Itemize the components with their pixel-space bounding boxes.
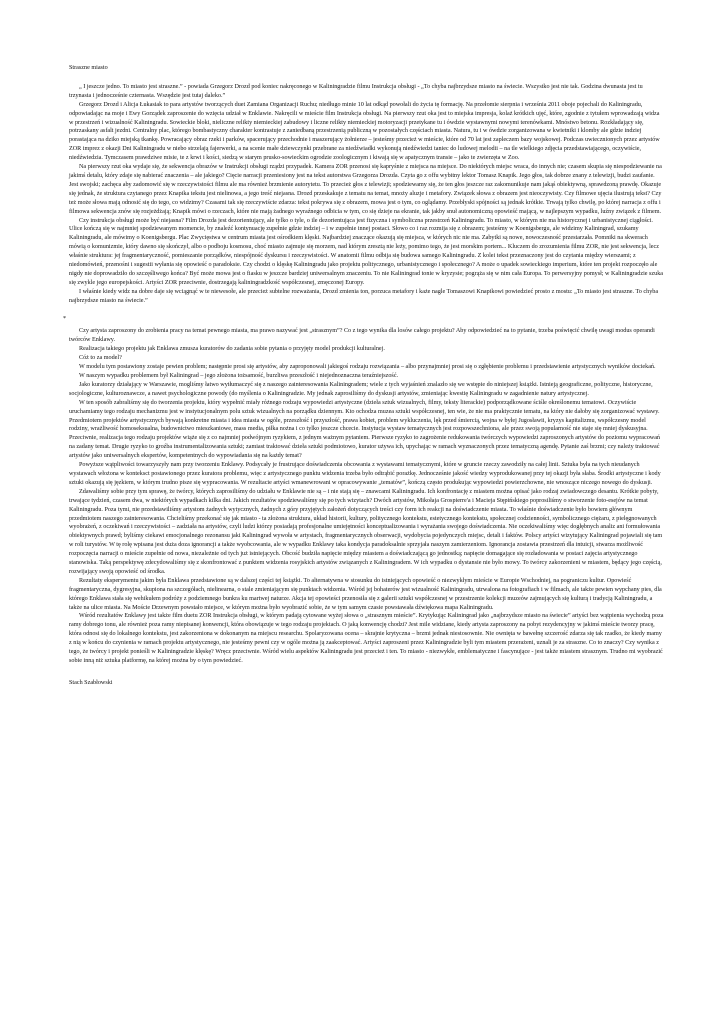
paragraph: Grzegorz Drozd i Alicja Łukasiak to para artystów tworzących duet Zamiana Organizacji Ruchu; niedługo minie 10 lat odkąd powołali do życia tę formację. Na przełomie sierpnia i września 2011 oboje pojechali do Kaliningradu, odpowiadając na moje i Ewy Gorządek zaproszenie do wzięcia udział w Enklawie. Nakręcili w mieście film Instrukcja obsługi. Na pierwszy rzut oka jest to miejska impresja, kolaż krótkich ujęć, które, zgodnie z tytułem wprowadzają widza w przestrzeń i wizualność Kaliningradu. Sowieckie bloki, nieliczne relikty niemieckiej zabudowy i liczne relikty niemieckiej motoryzacji przetykane tu i ówdzie wystawnymi nowymi terenówkami. Mnóstwo betonu. Rozkładający się, potrzaskany asfalt jezdni. Centralny plac, którego bombastyczny charakter kontrastuje z zaniedbaną przestrzenią publiczną w pozostałych częściach miasta. Natura, tu i w ówdzie zorganizowana w kwietniki i klomby ale gdzie indziej porastająca na dziko miejską tkankę. Powracający obraz rzeki i parków, spacerujący przechodnie i maszerujący żołnierze – jesteśmy przecież w mieście, które od 70 lat jest zapleczem bazy wojskowej. Podczas uwiecznionych przez artystów ZOR imprez z okazji Dni Kaliningradu w niebo strzelają fajerwerki, a na scenie małe dziewczynki przebrane za niedźwiadki wykonują niedźwiedzi taniec do ludowej melodii – na tle wielkiego zdjęcia przedstawiającego, oczywiście, niedźwiedzia. Tymczasem prawdziwe misie, te z krwi i kości, siedzą w starym prusko-sowieckim ogrodzie zoologicznym i kiwają się w apatycznym transie – jako te zwierzęta w Zoo. <box>69 101 660 162</box>
author-signature: Stach Szabłowski <box>69 679 113 686</box>
essay-part-1 <box>69 83 665 306</box>
paragraph: Czy artysta zaproszony do zrobienia pracy na temat pewnego miasta, ma prawo nazywać jest „strasznym”? Co z tego wynika dla losów całego projektu? Aby odpowiedzieć na to pytanie, trzeba poświęcić chwilę uwagi modus operandi twórców Enklawy. <box>69 328 655 344</box>
paragraph: Na pierwszy rzut oka wydaje się, że sekwencja obrazów w Instrukcji obsługi rządzi przypadek. Kamera ZOR przenosi się kapryśnie z miejsca na miejsce. Do niektórych miejsc wraca, do innych nie; czasem skupia się niespodziewanie na jakimś detalu, który zdaje się nabierać znaczenia – ale jakiego? Cięcie narracji przeniesiony jest na tekst autorstwa Grzegorza Drozda. Czyta go z offu wybitny lektor Tomasz Knapik. Jego głos, tak dobrze znany z telewizji, budzi zaufanie. Jest swojski; zachęca aby zadomowić się w rzeczywistości filmu ale ma również brzmienie autorytetu. To przecież głos z telewizji; spodziewamy się, że ten głos jeszcze raz zakomunikuje nam jakąś obiektywną, sprawdzoną prawdę. Okazuje się jednak, że struktura czytanego przez Knapika tekstu jest nielinowa, a jego treść niejasna. Drozd przeskakuje z tematu na temat, mnoży aluzje i metafory. Związek słowa z obrazem jest nieoczywisty. Czy filmowe ujęcia ilustrują tekst? Czy też może słowa mają odnosić się do tego, co widzimy? Czasami tak się rzeczywiście zdarza: tekst pokrywa się z obrazem, mowa jest o tym, co oglądamy. Przebłyski spójności są jednak krótkie. Trwają tylko chwilę, po której narracja z offu i filmowa sekwencja znów się rozjeżdżają; Knapik mówi o rzeczach, które nie mają żadnego wyraźnego odbicia w tym, co się dzieje na ekranie, tak jakby snuł autonomiczną opowieść mającą, w najlepszym wypadku, luźny związek z filmem. <box>69 164 662 215</box>
paragraph: Rezultaty eksperymentu jakim była Enklawa przedstawione są w dalszej części tej książki. To alternatywna w stosunku do istniejących opowieść o niezwykłym mieście w Europie Wschodniej, na pograniczu kultur. Opowieść fragmentaryczna, dygresyjna, skupiona na szczegółach, nielinearna, o stale zmieniającym się punktach widzenia. Wśród jej bohaterów jest wizualność Kaliningradu, utrwalona na fotografiach i w filmach, ale także pewien wypchany pies, dla którego Enklawa stała się wehikułem podróży z podziemnego bunkra ku martwej naturze. Akcja tej opowieści przenosiła się z galerii sztuki współczesnej w przestrzenie kolekcji muzeów zajmujących się kulturą i tradycją Kaliningradu, a także na ulice miasta. Na Moście Drzewnym powstało miejsce, w którym można było wyobrazić sobie, że w tym samym czasie powstawała dźwiękowa mapa Kaliningradu. <box>69 577 662 611</box>
paragraph: I właśnie kiedy widz na dobre daje się wciągnąć w te niewesołe, ale przecież subtelne rozważania, Drozd zmienia ton, porzuca metafory i każe nagle Tomaszowi Knapikowi powiedzieć prosto z mostu: „To miasto jest straszne. To chyba najbrzydsze miasto na świecie.” <box>69 288 659 304</box>
paragraph: Wśród rezultatów Enklawy jest także film duetu ZOR Instrukcja obsługi, w którym padają cytowane wyżej słowa o „strasznym mieście”. Krytykując Kaliningrad jako „najbrzydsze miasto na świecie” artyści bez wątpienia wychodzą poza ramy dobrego tonu, ale również poza ramy niepisanej konwencji, która obowiązuje w tego rodzaju projektach. O jaką konwencję chodzi? Jest mile widziane, kiedy artysta zaproszony na pobyt rezydencyjny w jakimś mieście tworzy pracę, która odnosi się do lokalnego kontekstu, jest zakorzeniona w dokonanym na miejscu researchu. Spolaryzowana ocena – skrajnie krytyczna – brzmi jednak niestosownie. Nie ownięta w bawełnę szczerość zdarza się tak rzadko, że kiedy mamy z nią w końcu do czynienia w ramach projektu artystycznego, nie jesteśmy pewni czy w ogóle można ją zaakceptować. Artyści zaproszeni przez Kaliningradzie byli tym miastem przerażeni, uznali je za straszne. Co to znaczy? Czy wynika z tego, że twórcy i projekt ponieśli w Kaliningradzie klęskę? Wręcz przeciwnie. Wśród wielu aspektów Kaliningradu jest przecież i ten. To miasto - niezwykłe, emblematyczne i fascynujące - jest także miastem strasznym. Trudno mi wyobrazić sobie inną niż sztuka platformę, na której można by o tym powiedzieć. <box>69 613 664 664</box>
paragraph: Realizacja takiego projektu jak Enklawa zmusza kuratorów do zadania sobie pytania o przyjęty model produkcji kulturalnej. <box>79 346 385 353</box>
paragraph: Jako kuratorzy działający w Warszawie, mogliśmy łatwo wytłumaczyć się z naszego zainteresowania Kaliningradem; wiele z tych wyjaśnień znalazło się we wstępie do niniejszej książki. Istnieją geograficzne, polityczne, historyczne, socjologiczne, kulturoznawcze, a nawet psychologiczne powody (do myślenia o Kaliningradzie. My jednak zaprosiliśmy do dyskusji artystów, zmieniając kwestię Kaliningradu w zagadnienie natury artystycznej. <box>69 381 653 397</box>
paragraph: Czy instrukcja obsługi może być niejasna? Film Drozda jest dezorientujący, ale tylko o tyle, o ile dezorientująca jest fizyczna i symboliczna przestrzeń Kaliningradu. To miasto, w którym nie ma historycznej i urbanistycznej ciągłości. Ulice kończą się w najmniej spodziewanym momencie, by znaleźć kontynuację zupełnie gdzie indziej – i w zupełnie innej postaci. Słowo co i raz rozmija się z obrazem; jesteśmy w Koenigsbergu, ale widzimy Kaliningrad, szukamy Kaliningradu, ale mówimy o Koenigsbergu. Plac Zwycięstwa w centrum miasta jest ośrodkiem klęski. Najbardziej znaczące okazują się miejsca, w których nic nie ma. Zabytki są nowe, nowoczesność przestarzała. Pomniki na skwerach mówią o komunizmie, który dawno się skończył, albo o podboju kosmosu, choć miasto zajmuje się morzem, nad którym zresztą nie leży, pomimo tego, że jest morskim portem... Kluczem do zrozumienia filmu ZOR, nie jest sekwencja, lecz właśnie struktura: jej fragmentaryczność, pomieszanie porządków, niespójność dyskursu i rzeczywistości. W anatomii filmu odbija się budowa samego Kaliningradu. Z kolei tekst przeznaczony jest do czytania między wierszami; z niedomówień, przenośni i sugestii wyłania się opowieść o paradoksie. Czy chodzi o klęskę Kaliningradu jako projektu politycznego, urbanistycznego i społecznego? A może o upadek sowieckiego imperium, które ten projekt rozpoczęło ale nigdy nie doprowadziło do szczęśliwego końca? Być może mowa jest o fiasku w jeszcze bardziej uniwersalnym znaczeniu. To nie Kaliningrad tonie w kryzysie; pogrąża się w nim cała Europa. To perwersyjny pomysł; w Kaliningradzie szuka się zwykle jego europejskości. Artyści ZOR przeciwnie, dostrzegają kaliningradzkość współczesnej, zmęczonej Europy. <box>69 217 664 286</box>
paragraph: Cóż to za model? <box>79 355 122 362</box>
paragraph: W naszym wypadku problemem był Kaliningrad – jego złożona tożsamość, burzliwa przeszłość i niejednoznaczna teraźniejszość. <box>79 373 399 379</box>
paragraph: W ten sposób zabraliśmy się do tworzenia projektu, który wypełnić miały różnego rodzaju wypowiedzi artystyczne (dzieła sztuk wizualnych, filmy, teksty literackie) podporządkowane ściśle określonemu tematowi. Oczywiście uruchamiamy tego rodzaju mechanizmu jest w instytucjonalnym polu sztuk wizualnych na porządku dziennym. Kto ochodza muzea sztuki współczesnej, ten wie, że nie ma praktycznie tematu, na który nie dałoby się zorganizować wystawy. Przedmiotem projektów artystycznych bywają konkretne miasta i idea miasta w ogóle, przeszłość i przyszłość, prawa kobiet, problem wykluczenia, lęk przed śmiercią, wojna w byłej Jugosławii, kryzys kapitalizmu, współczesny model rodziny, wrażliwość homoseksualna, budownictwo mieszkaniowe, mass media, piłka nożna i co tylko jeszcze chcecie. Instytucja wystaw tematycznych jest rozpowszechniona, ale przez swoją popularność nie staje się mniej dyskusyjna. Przeciwnie, realizacja tego rodzaju projektów wiąże się z co najmniej podwójnym ryzykiem, z jednym ważnym pytaniem. Pierwsze ryzyko to zagrożenie redukowania twórczych wypowiedzi zaproszonych artystów do poziomu wypracowań na zadany temat. Drugie ryzyko to groźba instrumentalizowania sztuki; zamiast traktować dzieła sztuki podmiotowo, kurator używa ich, upychając w ramach wyznaczonych przez tematyczną agendę. Pytanie zaś brzmi; czy należy traktować artystów jako uniwersalnych ekspertów, kompetentnych do wypowiadania się na każdy temat? <box>69 399 660 460</box>
document-title: Straszne miasto <box>69 65 108 71</box>
paragraph: W modelu tym postawiony zostaje pewien problem; następnie prosi się artystów, aby zaproponowali jakiegoś rodzaju rozwiązania – albo przynajmniej prosi się o zgłębienie problemu i przedstawienie artystycznych wyników dociekań. <box>79 364 656 371</box>
document-page <box>63 64 665 688</box>
section-separator: * <box>63 315 67 322</box>
paragraph: Zdawaliśmy sobie przy tym sprawę, że twórcy, których zaprosiliśmy do udziału w Enklawie nie są – i nie stają się – znawcami Kaliningradu. Ich konfrontację z miastem można opisać jako rodzaj zwiadowczego desantu. Krótkie pobyty, trwające tydzień, czasem dwa, w niektórych wypadkach kilka dni. Jakich rezultatów spodziewaliśmy się po tych wizytach? Dwóch artystów, Mikołaja Grospierre'a i Macieja Stępińskiego poprosiliśmy o stworzenie foto-esejów na temat Kaliningradu. Poza tymi, nie przedstawiliśmy artystom żadnych wytycznych, żadnych z góry przyjętych założeń dotyczących treści czy form ich reakcji na doświadczenie miasta. To właśnie doświadczenie było bowiem głównym przedmiotem naszego zainteresowania. Chcieliśmy przekonać się jak miasto - ta złożona struktura, układ historii, kultury, politycznego kontekstu, estetycznego kontekstu, społecznej codzienności, symbolicznego ciężaru, z pielęgnowanych wyobrażeń, z oczekiwań i rzeczywistości – zadziała na artystów, czyli ludzi którzy posiadają profesjonalne umiejętności konceptualizowania i wyrażania swojego doświadczenia. Nie oczekiwaliśmy więc dogłębnych analiz ani formułowania obiektywnych prawd; byliśmy ciekawi emocjonalnego rezonansu jaki Kaliningrad wywoła w artystach, fragmentarycznych obserwacji, wydobycia pojedynczych miejsc, detali i faktów. Polscy artyści wizytujący Kaliningrad pojawiali się tam w roli turystów. W tę rolę wpisana jest duża doza ignorancji a także wyobcowania, ale w wypadku Enklawy taka kondycja paradoksalnie sprzyjała naszym zamierzeniom. Ignorancja zostawia przestrzeń dla intuicji, stwarza możliwość rozpoczęcia narracji o mieście zupełnie od nowa, niezależnie od tych już istniejących. Obcość budziła napięcie między miastem a doświadczającą go jednostką; napięcie domagające się rozładowania w postaci zajęcia artystycznego stanowiska. Taką perspektywę zdecydowaliśmy się z skonfrontować z punktem widzenia rosyjskich artystów związanych z Kaliningradem. W ich wypadku o dystansie nie było mowy. To twórcy zakorzenieni w miastem, będący jego częścią, rozwijający swoją opowieść od środka. <box>69 488 663 575</box>
essay-part-2 <box>69 327 665 665</box>
paragraph: Powyższe wątpliwości towarzyszyły nam przy tworzeniu Enklawy. Podsycały je frustrujące doświadczenia obcowania z wystawami tematycznymi, które w gruncie rzeczy zawodziły na całej linii. Sztuka była na tych nieudanych wystawach włożona w konteksct postawionego przez kuratora problemu, więc z artystycznego punktu widzenia trzeba było odtrąbić porażkę. Jednocześnie jakość wiedzy wyprodukowanej przy tej okazji była słaba. Środki artystyczne i kody sztuki okazują się jęzkiem, w którym trudno pisze się wypracowania. W rezultacie artyści wmanewrowani w opracowywanie „tematów”, kończą często produkując wypowiedzi powierzchowne, nie wnoszące niczego nowego do dyskusji. <box>69 462 661 486</box>
paragraph: „ I jeszcze jedno. To miasto jest straszne.” - powiada Grzegorz Drozd pod koniec nakręconego w Kaliningradzie filmu Instrukcja obsługi - „To chyba najbrzydsze miasto na świecie. Wszystko jest nie tak. Godzina dwunasta jest tu trzynasta i jednocześnie czternasta. Wszędzie jest tutaj dalеko.” <box>69 83 643 99</box>
